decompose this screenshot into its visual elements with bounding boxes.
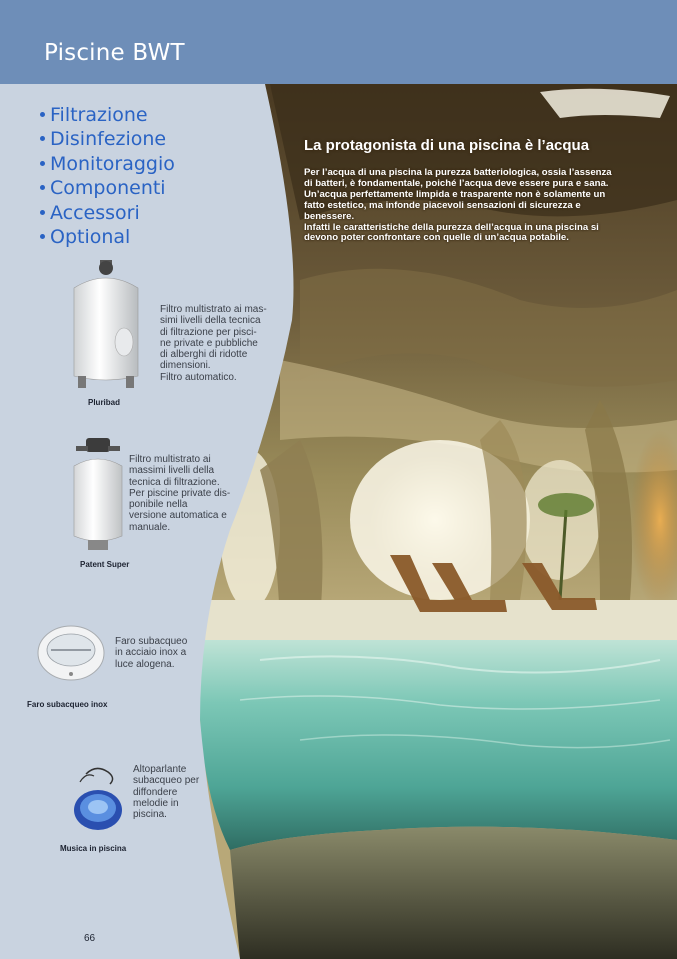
article-headline: La protagonista di una piscina è l’acqua	[304, 137, 590, 154]
underwater-light-image	[36, 624, 106, 682]
menu-item-optional[interactable]: Optional	[40, 226, 175, 250]
article-paragraph: Un’acqua perfettamente limpida e trasparente non è solamente un fatto estetico, ma infonde piacevoli sensazioni di sicurezza e benessere.	[304, 188, 606, 222]
bullet-icon	[40, 161, 45, 166]
patent-super-filter-image	[70, 436, 126, 554]
bullet-icon	[40, 234, 45, 239]
menu-item-disinfezione[interactable]: Disinfezione	[40, 128, 175, 152]
bullet-icon	[40, 185, 45, 190]
menu-item-componenti[interactable]: Componenti	[40, 177, 175, 201]
category-menu	[40, 104, 175, 250]
underwater-speaker-caption: Musica in piscina	[60, 844, 127, 853]
bullet-icon	[40, 136, 45, 141]
underwater-speaker-description: Altoparlante subacqueo per diffondere melodie in piscina.	[133, 764, 200, 821]
article-paragraph: Per l’acqua di una piscina la purezza batteriologica, ossia l’assenza di batteri, è fondamentale, poiché l’acqua deve essere pura e sana.	[304, 167, 612, 189]
patent-super-description: Filtro multistrato ai massimi livelli della tecnica di filtrazione. Per piscine private dis- ponibile nella versione automatica e manuale.	[129, 454, 231, 533]
underwater-speaker-image	[66, 762, 126, 836]
pluribad-description: Filtro multistrato ai mas- simi livelli della tecnica di filtrazione per pisci- ne private e pubbliche di alberghi di ridotte dimensioni. Filtro automatico.	[160, 304, 267, 383]
patent-super-caption: Patent Super	[80, 560, 130, 569]
menu-item-accessori[interactable]: Accessori	[40, 202, 175, 226]
bullet-icon	[40, 210, 45, 215]
page-number: 66	[84, 933, 96, 944]
pluribad-filter-image	[66, 258, 146, 390]
underwater-light-description: Faro subacqueo in acciaio inox a luce alogena.	[115, 636, 188, 670]
article-paragraph: Infatti le caratteristiche della purezza dell’acqua in una piscina si devono poter confrontare con quelle di un’acqua potabile.	[304, 221, 599, 244]
menu-item-filtrazione[interactable]: Filtrazione	[40, 104, 175, 128]
page-title: Piscine BWT	[44, 40, 185, 66]
menu-item-monitoraggio[interactable]: Monitoraggio	[40, 153, 175, 177]
pluribad-caption: Pluribad	[88, 398, 121, 407]
article-body	[304, 168, 622, 244]
page-header	[0, 0, 677, 84]
bullet-icon	[40, 112, 45, 117]
underwater-light-caption: Faro subacqueo inox	[27, 700, 108, 709]
